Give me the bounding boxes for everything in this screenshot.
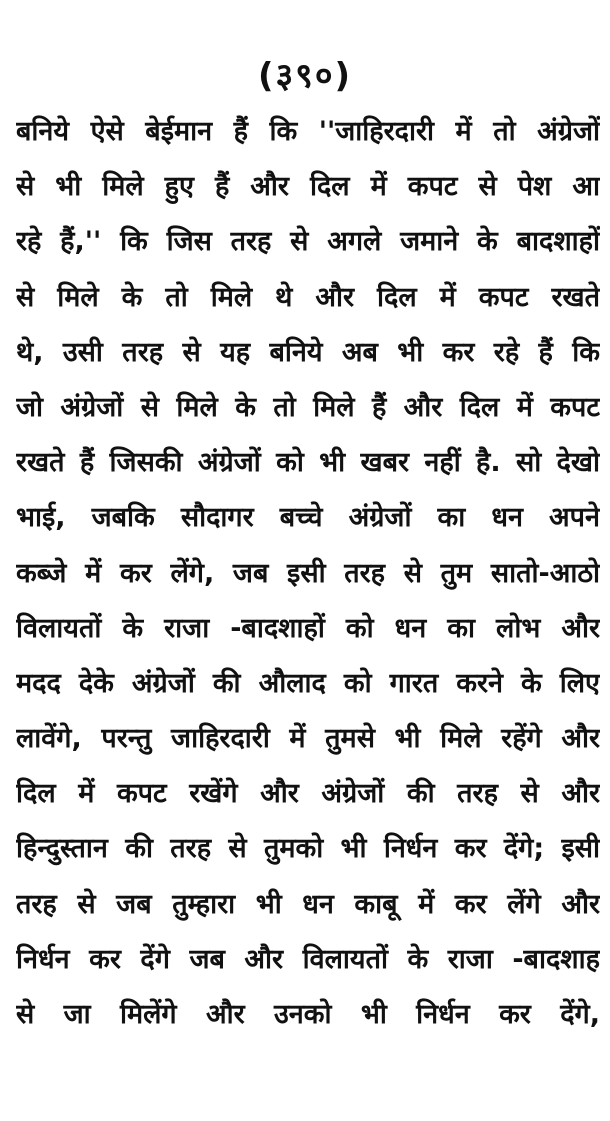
text-line: से मिले के तो मिले थे और दिल में कपट रखते — [16, 281, 600, 313]
text-line: लावेंगे, परन्तु जाहिरदारी में तुमसे भी मिले रहेंगे और — [16, 723, 600, 755]
page-number: (३९०) — [257, 56, 353, 96]
text-line: विलायतों के राजा -बादशाहों को धन का लोभ और — [16, 612, 600, 644]
text-line: निर्धन कर देंगे जब और विलायतों के राजा -बादशाह — [16, 943, 600, 975]
body-text — [16, 104, 600, 1042]
text-line: जो अंग्रेजों से मिले के तो मिले हैं और दिल में कपट — [16, 391, 600, 423]
text-line: से भी मिले हुए हैं और दिल में कपट से पेश आ — [16, 171, 600, 203]
text-line: रहे हैं,'' कि जिस तरह से अगले जमाने के बादशाहों — [16, 226, 600, 258]
text-line: से जा मिलेंगे और उनको भी निर्धन कर देंगे, — [16, 999, 600, 1030]
text-line: बनिये ऐसे बेईमान हैं कि ''जाहिरदारी में तो अंग्रेजों — [16, 116, 600, 147]
text-line: रखते हैं जिसकी अंग्रेजों को भी खबर नहीं है. सो देखो — [16, 447, 600, 479]
text-line: भाई, जबकि सौदागर बच्चे अंग्रेजों का धन अपने — [16, 502, 600, 534]
text-line: तरह से जब तुम्हारा भी धन काबू में कर लेंगे और — [16, 888, 600, 920]
text-line: दिल में कपट रखेंगे और अंग्रेजों की तरह से और — [16, 778, 600, 810]
text-line: मदद देके अंग्रेजों की औलाद को गारत करने के लिए — [16, 667, 600, 699]
text-line: हिन्दुस्तान की तरह से तुमको भी निर्धन कर देंगे; इसी — [16, 833, 600, 865]
text-line: थे, उसी तरह से यह बनिये अब भी कर रहे हैं कि — [16, 336, 600, 368]
text-line: कब्जे में कर लेंगे, जब इसी तरह से तुम सातो-आठो — [16, 557, 600, 589]
